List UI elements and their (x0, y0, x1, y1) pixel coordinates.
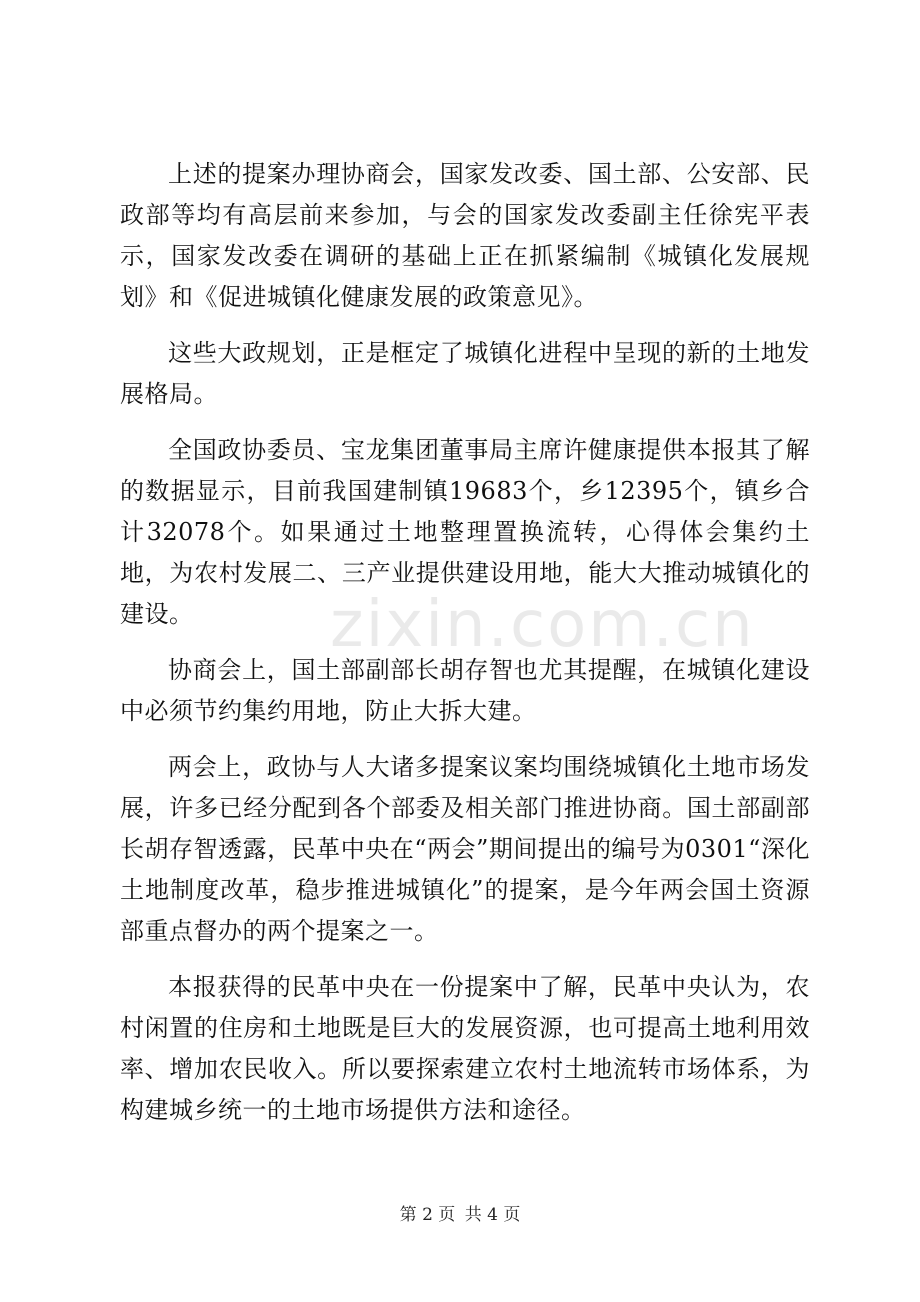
page-number: 第 2 页 (399, 1205, 456, 1225)
document-body (120, 154, 810, 1146)
paragraph-3: 全国政协委员、宝龙集团董事局主席许健康提供本报其了解的数据显示，目前我国建制镇19683个，乡12395个，镇乡合计32078个。如果通过土地整理置换流转，心得体会集约土地，为农村发展二、三产业提供建设用地，能大大推动城镇化的建设。 (120, 436, 810, 628)
paragraph-5: 两会上，政协与人大诸多提案议案均围绕城镇化土地市场发展，许多已经分配到各个部委及相关部门推进协商。国土部副部长胡存智透露，民革中央在“两会”期间提出的编号为0301“深化土地制度改革，稳步推进城镇化”的提案，是今年两会国土资源部重点督办的两个提案之一。 (120, 753, 810, 945)
paragraph-6: 本报获得的民革中央在一份提案中了解，民革中央认为，农村闲置的住房和土地既是巨大的发展资源，也可提高土地利用效率、增加农民收入。所以要探索建立农村土地流转市场体系，为构建城乡统一的土地市场提供方法和途径。 (120, 973, 810, 1124)
paragraph-1: 上述的提案办理协商会，国家发改委、国土部、公安部、民政部等均有高层前来参加，与会的国家发改委副主任徐宪平表示，国家发改委在调研的基础上正在抓紧编制《城镇化发展规划》和《促进城镇化健康发展的政策意见》。 (120, 160, 810, 311)
watermark: zixin.com.cn (330, 588, 755, 662)
page-total: 共 4 页 (464, 1205, 521, 1225)
paragraph-2: 这些大政规划，正是框定了城镇化进程中呈现的新的土地发展格局。 (120, 339, 810, 408)
paragraph-4: 协商会上，国土部副部长胡存智也尤其提醒，在城镇化建设中必须节约集约用地，防止大拆大建。 (120, 656, 810, 725)
page-footer (0, 1200, 920, 1225)
